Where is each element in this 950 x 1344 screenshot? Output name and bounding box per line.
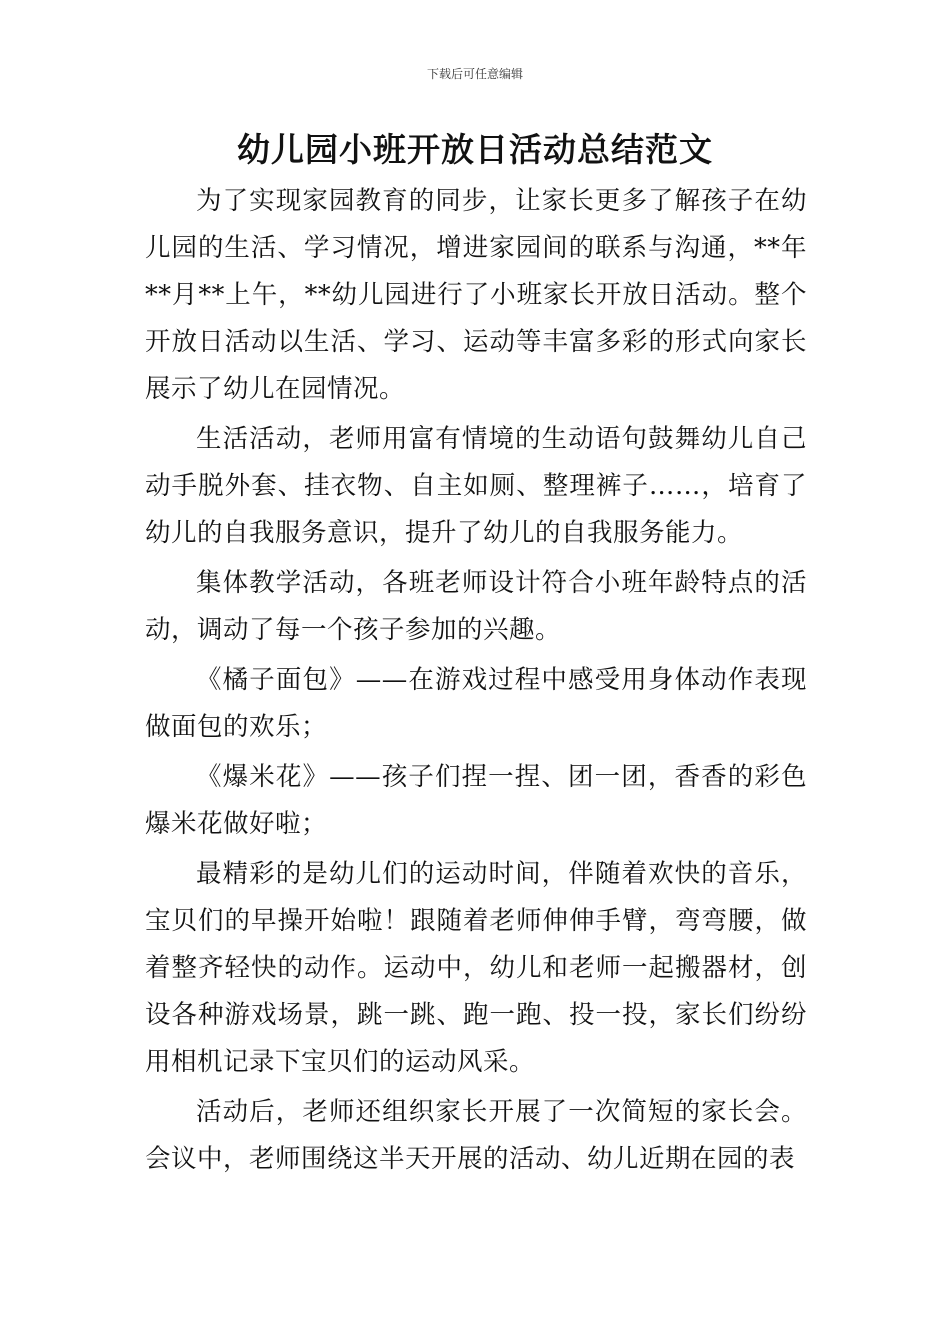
paragraph-activity-popcorn: 《爆米花》——孩子们捏一捏、团一团，香香的彩色爆米花做好啦； xyxy=(145,762,807,839)
paragraph-group-teaching: 集体教学活动，各班老师设计符合小班年龄特点的活动，调动了每一个孩子参加的兴趣。 xyxy=(145,568,807,645)
document-body xyxy=(145,178,807,1186)
paragraph-activity-orange-bread: 《橘子面包》——在游戏过程中感受用身体动作表现做面包的欢乐； xyxy=(145,665,807,742)
paragraph-sports-time: 最精彩的是幼儿们的运动时间，伴随着欢快的音乐，宝贝们的早操开始啦！跟随着老师伸伸手臂，弯弯腰，做着整齐轻快的动作。运动中，幼儿和老师一起搬器材，创设各种游戏场景，跳一跳、跑一跑、投一投，家长们纷纷用相机记录下宝贝们的运动风采。 xyxy=(145,859,807,1077)
paragraph-parent-meeting: 活动后，老师还组织家长开展了一次简短的家长会。会议中，老师围绕这半天开展的活动、幼儿近期在园的表 xyxy=(145,1097,807,1174)
header-note: 下载后可任意编辑 xyxy=(426,67,523,81)
document-title: 幼儿园小班开放日活动总结范文 xyxy=(237,130,713,169)
paragraph-daily-life: 生活活动，老师用富有情境的生动语句鼓舞幼儿自己动手脱外套、挂衣物、自主如厕、整理裤子……，培育了幼儿的自我服务意识，提升了幼儿的自我服务能力。 xyxy=(145,424,807,548)
paragraph-intro: 为了实现家园教育的同步，让家长更多了解孩子在幼儿园的生活、学习情况，增进家园间的联系与沟通，**年**月**上午，**幼儿园进行了小班家长开放日活动。整个开放日活动以生活、学习、运动等丰富多彩的形式向家长展示了幼儿在园情况。 xyxy=(145,186,807,404)
